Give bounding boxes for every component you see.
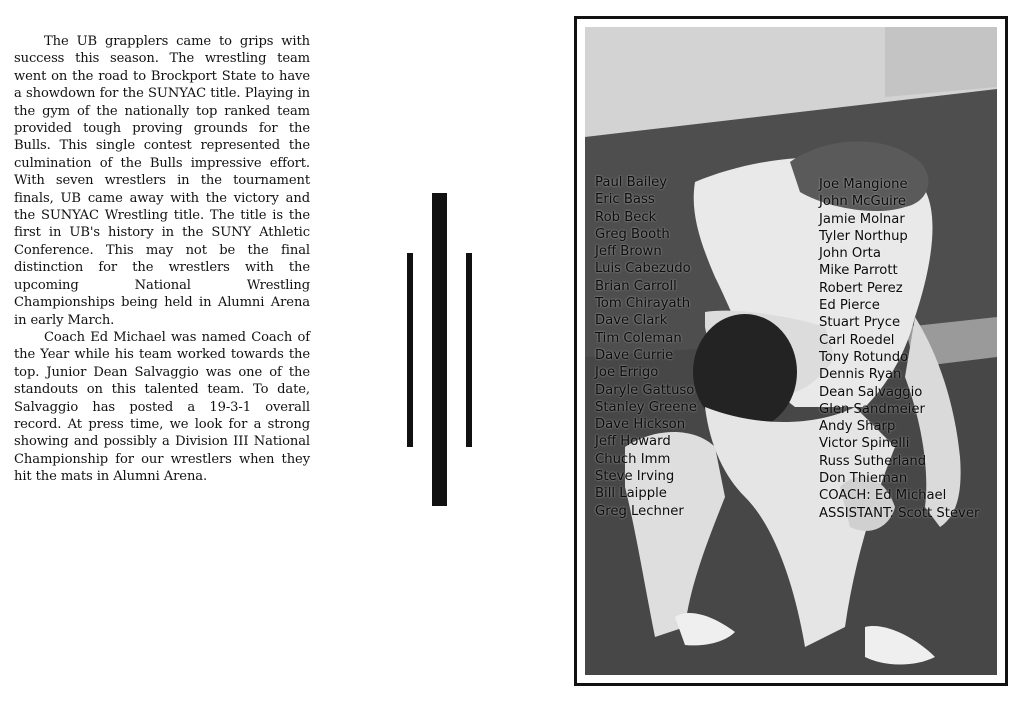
roster-name: Daryle Gattuso <box>595 382 695 398</box>
roster-name: Greg Lechner <box>595 503 684 519</box>
article-paragraph: The UB grapplers came to grips with success this season. The wrestling team went on the road to Brockport State to have a showdown for the SUNYAC title. Playing in the gym of the nationally top ranked team provided tough proving grounds for the Bulls. This single contest represented the culmination of the Bulls impressive effort. With seven wrestlers in the tournament finals, UB came away with the victory and the SUNYAC Wrestling title. The title is the first in UB's history in the SUNY Athletic Conference. This may not be the final distinction for the wrestlers with the upcoming National Wrestling Championships being held in Alumni Arena in early March. <box>14 34 310 328</box>
roster-name: Mike Parrott <box>819 263 898 279</box>
roster-name: Don Thieman <box>819 471 908 487</box>
roster-name: Jamie Molnar <box>819 211 905 227</box>
roster-name: Eric Bass <box>595 192 655 208</box>
roster-name: Chuch Imm <box>595 451 671 467</box>
roster-name: Greg Booth <box>595 226 670 242</box>
roster-name: Tony Rotundo <box>819 349 909 365</box>
roster-name: Dennis Ryan <box>819 367 902 383</box>
roster-name: John Orta <box>819 246 881 262</box>
roster-name: Dave Hickson <box>595 417 686 433</box>
article-paragraph: Coach Ed Michael was named Coach of the Year while his team worked towards the top. Junior Dean Salvaggio was one of the standouts on this talented team. To date, Salvaggio has posted a 19-3-1 overall record. At press time, we look for a strong showing and possibly a Division III National Championship for our wrestlers when they hit the mats in Alumni Arena. <box>14 329 310 485</box>
roster-name: Dave Currie <box>595 347 674 363</box>
roster-name: Ed Pierce <box>819 298 880 314</box>
roster-name: Tyler Northup <box>819 228 908 244</box>
roster-name: Brian Carroll <box>595 278 677 294</box>
roster-name: Luis Cabezudo <box>595 261 691 277</box>
roster-name: Bill Laipple <box>595 486 667 502</box>
roster-name: Glen Sandmeier <box>819 401 925 417</box>
roster-name: Victor Spinelli <box>819 436 910 452</box>
roster-left-column <box>595 174 697 520</box>
roster-name: Carl Roedel <box>819 332 895 348</box>
roster-name: Tim Coleman <box>595 330 682 346</box>
roster-name: Dean Salvaggio <box>819 384 923 400</box>
wrestling-photo <box>585 27 997 675</box>
roster-right-column <box>819 176 979 522</box>
divider-bar-center <box>432 193 447 506</box>
roster-name: Jeff Brown <box>595 244 662 260</box>
roster-name: Steve Irving <box>595 469 675 485</box>
roster-name: Rob Beck <box>595 209 657 225</box>
roster-name: Russ Sutherland <box>819 453 927 469</box>
article-text <box>14 33 310 486</box>
roster-name: John McGuire <box>819 194 906 210</box>
photo-frame <box>574 16 1008 686</box>
roster-name: Joe Mangione <box>819 177 908 192</box>
roster-name: Joe Errigo <box>595 365 659 381</box>
roster-name: ASSISTANT: Scott Stever <box>819 505 980 521</box>
roster-name: Tom Chirayath <box>595 296 691 312</box>
roster-name: Andy Sharp <box>819 419 896 435</box>
roster-name: Stuart Pryce <box>819 315 901 331</box>
divider-bar-left <box>407 253 413 447</box>
divider-bar-right <box>466 253 472 447</box>
roster-name: Jeff Howard <box>595 434 671 450</box>
roster-name: COACH: Ed Michael <box>819 488 947 504</box>
roster-name: Robert Perez <box>819 280 903 296</box>
roster-name: Stanley Greene <box>595 399 697 415</box>
roster-name: Dave Clark <box>595 313 668 329</box>
roster-name: Paul Bailey <box>595 175 668 190</box>
